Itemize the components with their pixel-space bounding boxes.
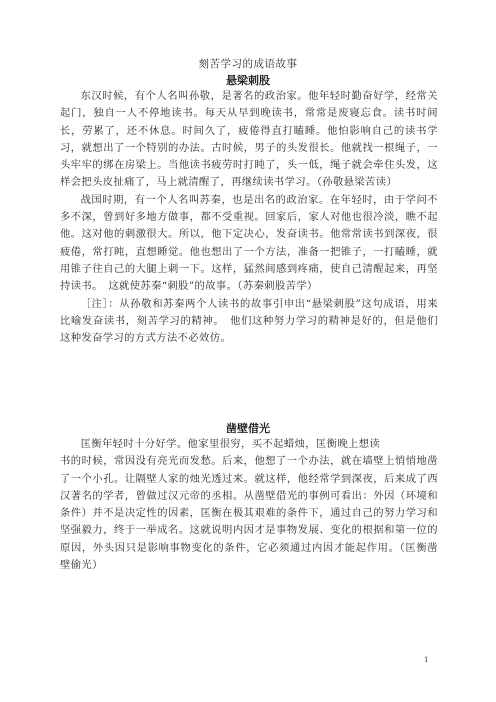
paragraph-kuangheng-line1: 匡衡年轻时十分好学。他家里很穷，买不起蜡烛，匡衡晚上想读	[80, 438, 381, 450]
paragraph-sunjing: 东汉时候，有个人名叫孙敬，是著名的政治家。他年轻时勤奋好学，经常关起门，独自一人不停地读书。每天从早到晚读书，常常是废寝忘食。读书时间长，劳累了，还不休息。时间久了，疲倦得直打瞌睡。他怕影响自己的读书学习，就想出了一个特别的办法。古时候，男子的头发很长。他就找一根绳子，一头牢牢的绑在房梁上。当他读书疲劳时打盹了，头一低，绳子就会牵住头发，这样会把头皮扯痛了，马上就清醒了，再继续读书学习。（孙敬悬梁苦读）	[60, 90, 438, 189]
paragraph-suqin: 战国时期，有一个人名叫苏秦，也是出名的政治家。在年轻时，由于学问不多不深，曾到好多地方做事，都不受重视。回家后，家人对他也很冷淡，瞧不起他。这对他的刺激很大。所以，他下定决心，发奋读书。他常常读书到深夜，很疲倦，常打盹，直想睡觉。他也想出了一个方法，准备一把锥子，一打瞌睡，就用锥子往自己的大腿上刺一下。这样，猛然间感到疼痛，使自己清醒起来，再坚持读书。 这就使苏秦“刺股”的故事。（苏秦刺股苦学）	[60, 193, 438, 293]
section-body-xuanliang	[60, 88, 438, 347]
page-number: 1	[424, 656, 429, 664]
paragraph-kuangheng: 书的时候，常因没有亮光而发愁。后来，他想了一个办法，就在墙壁上悄悄地凿了一个小孔。让隔壁人家的烛光透过来。就这样，他经常学到深夜，后来成了西汉著名的学者，曾做过汉元帝的丞相。从凿壁借光的事例可看出：外因（环境和条件）并不是决定性的因素，匡衡在极其艰难的条件下，通过自己的努力学习和坚强毅力，终于一举成名。这就说明内因才是事物发展、变化的根据和第一位的原因，外头因只是影响事物变化的条件，它必须通过内因才能起作用。（匡衡凿壁偷光）	[60, 455, 438, 572]
section-heading-xuanliang: 悬梁刺股	[226, 74, 270, 87]
paragraph-note: ［注］：从孙敬和苏秦两个人读书的故事引申出“悬梁刺股”这句成语，用来比喻发奋读书，刻苦学习的精神。 他们这种努力学习的精神是好的，但是他们这种发奋学习的方式方法不必效仿。	[60, 297, 438, 345]
section-heading-zaobi: 凿壁借光	[226, 422, 270, 435]
section-body-zaobi	[60, 436, 438, 574]
document-title: 刻苦学习的成语故事	[198, 58, 298, 70]
